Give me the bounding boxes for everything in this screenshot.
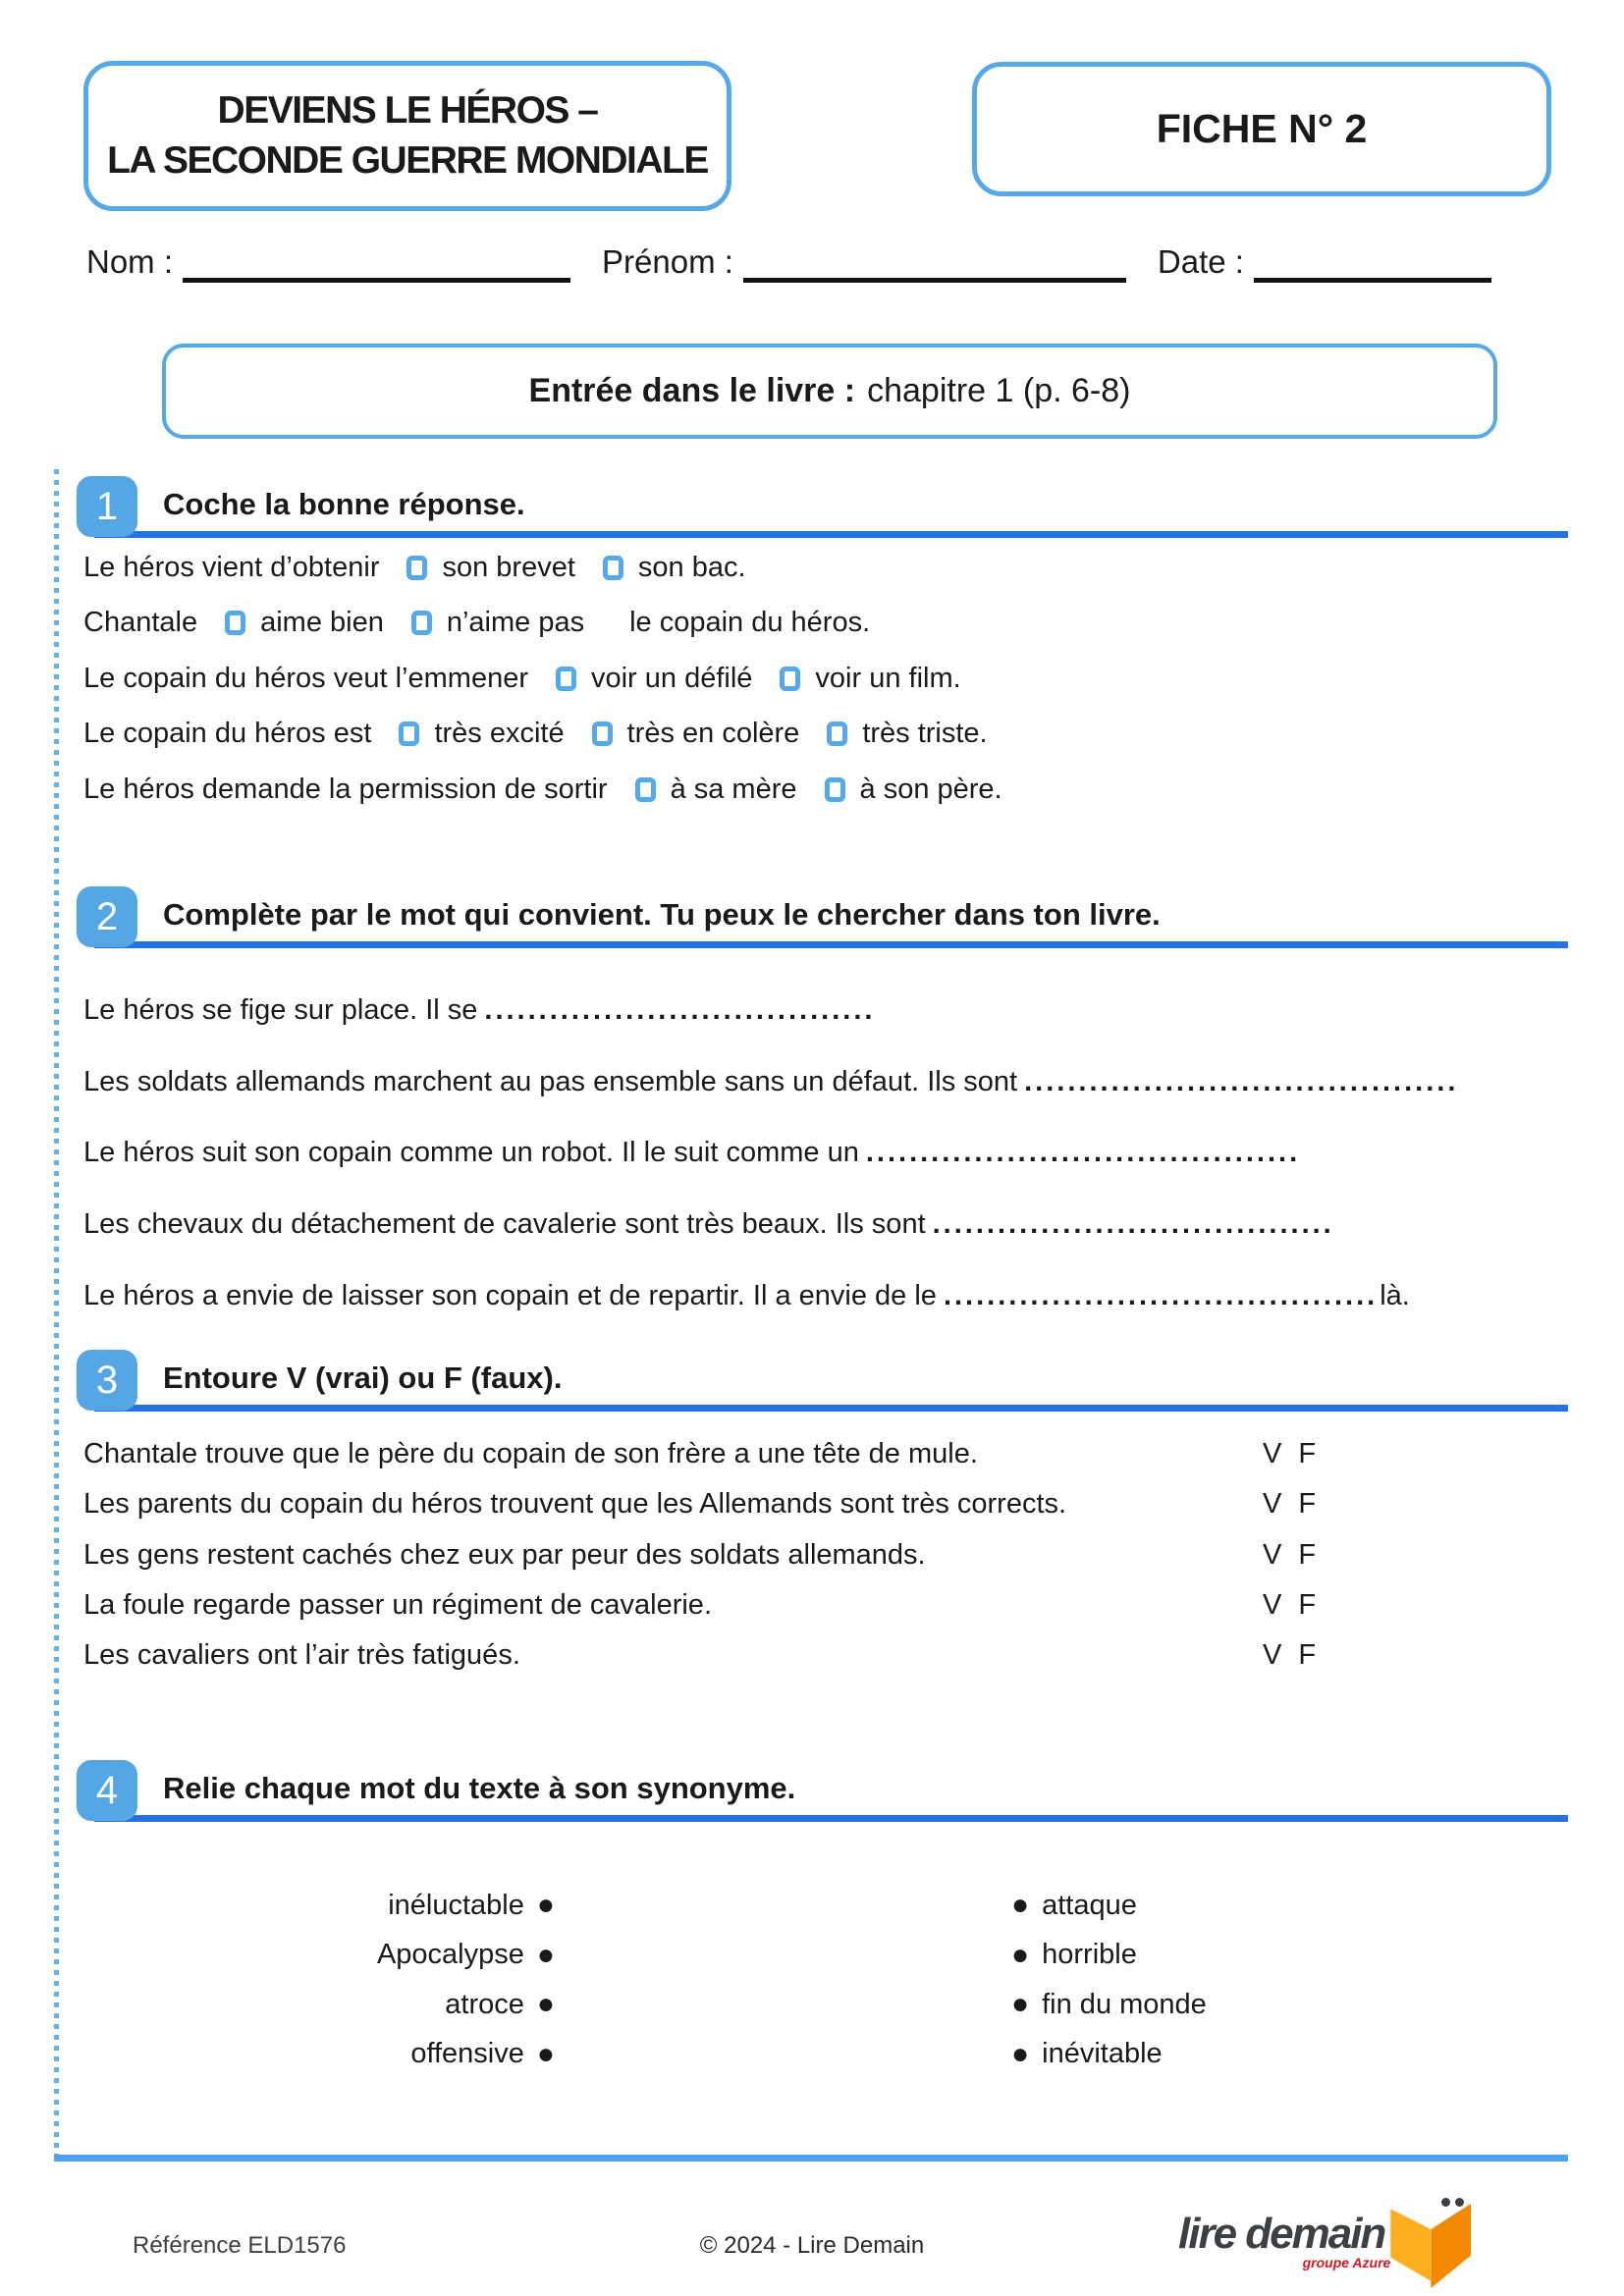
checkbox[interactable] [556, 667, 576, 691]
logo-text-wrap [1178, 2202, 1391, 2270]
option-label: son brevet [442, 551, 575, 583]
option-label: très en colère [626, 718, 800, 750]
option-label: n’aime pas [446, 607, 585, 639]
item-text: Les chevaux du détachement de cavalerie sont très beaux. Ils sont [83, 1208, 926, 1241]
section-3-rule [94, 1405, 1568, 1412]
item-text: Le héros se fige sur place. Il se [83, 993, 478, 1026]
connector-dot[interactable]: ● [1011, 1938, 1030, 1971]
vrai-option[interactable]: V [1263, 1538, 1282, 1571]
answer-dotted-line[interactable]: .................................... [484, 993, 876, 1026]
faux-option[interactable]: F [1298, 1589, 1317, 1622]
checkbox[interactable] [603, 556, 623, 580]
match-synonym [1011, 1980, 1443, 2030]
connector-dot[interactable]: ● [536, 1988, 555, 2021]
item-text: Le copain du héros veut l’emmener [83, 662, 528, 694]
section-2-title: Complète par le mot qui convient. Tu peux le chercher dans ton livre. [163, 897, 1161, 932]
checkbox[interactable] [827, 721, 847, 746]
exercise2-item-5 [83, 1260, 1588, 1332]
option-label: aime bien [260, 607, 384, 639]
answer-dotted-line[interactable]: ........................................ [943, 1280, 1379, 1312]
checkbox[interactable] [825, 777, 845, 802]
vrai-option[interactable]: V [1263, 1438, 1282, 1470]
section-4-title: Relie chaque mot du texte à son synonyme. [163, 1771, 796, 1805]
connector-dot[interactable]: ● [536, 1889, 555, 1922]
match-synonym [1011, 1881, 1443, 1931]
statement-text: Les parents du copain du héros trouvent que les Allemands sont très corrects. [83, 1488, 1067, 1521]
date-label: Date : [1157, 243, 1244, 280]
vrai-option[interactable]: V [1263, 1639, 1282, 1672]
identity-row [86, 243, 1571, 283]
section-3-badge: 3 [77, 1350, 137, 1411]
section-1-header [77, 476, 1568, 537]
statement-text: Les gens restent cachés chez eux par peur des soldats allemands. [83, 1538, 926, 1571]
item-text: Le héros a envie de laisser son copain et de repartir. Il a envie de le [83, 1280, 937, 1312]
exercise3-item-5 [83, 1630, 1568, 1681]
item-text: Le héros vient d’obtenir [83, 551, 380, 583]
faux-option[interactable]: F [1298, 1538, 1317, 1571]
date-write-line[interactable] [1254, 249, 1491, 283]
connector-dot[interactable]: ● [536, 1938, 555, 1971]
nom-label: Nom : [86, 243, 174, 280]
statement-text: Les cavaliers ont l’air très fatigués. [83, 1639, 520, 1672]
book-left-page [1390, 2206, 1431, 2284]
vrai-option[interactable]: V [1263, 1589, 1282, 1622]
checkbox[interactable] [635, 777, 656, 802]
item-text: Les soldats allemands marchent au pas ensemble sans un défaut. Ils sont [83, 1065, 1018, 1097]
faux-option[interactable]: F [1298, 1639, 1317, 1672]
statement-text: Chantale trouve que le père du copain de son frère a une tête de mule. [83, 1438, 978, 1470]
exercise-4-right-column [1011, 1881, 1443, 2079]
checkbox[interactable] [225, 611, 245, 635]
synonym-label: attaque [1042, 1889, 1137, 1921]
connector-dot[interactable]: ● [1011, 1988, 1030, 2021]
worksheet-title-line1: DEVIENS LE HÉROS – [217, 88, 598, 132]
synonym-label: horrible [1042, 1939, 1137, 1971]
exercise1-item-1 [83, 540, 1568, 596]
open-book-icon [1390, 2202, 1471, 2288]
exercise3-item-3 [83, 1530, 1568, 1580]
exercise-1 [83, 540, 1568, 818]
item-text: Le copain du héros est [83, 718, 372, 750]
section-4-header [77, 1760, 1568, 1821]
exercise2-item-3 [83, 1118, 1588, 1190]
exercise-3 [83, 1429, 1568, 1681]
logo-group-label: groupe Azure [1302, 2255, 1391, 2270]
option-label: son bac. [637, 551, 746, 583]
section-4-rule [94, 1815, 1568, 1822]
checkbox[interactable] [406, 556, 427, 580]
faux-option[interactable]: F [1298, 1488, 1317, 1521]
exercise-4-left-column [196, 1881, 555, 2079]
connector-dot[interactable]: ● [1011, 2037, 1030, 2070]
exercise2-item-2 [83, 1046, 1588, 1118]
section-2-badge: 2 [77, 886, 137, 947]
option-label: à son père. [859, 773, 1002, 805]
book-right-page [1431, 2202, 1471, 2288]
option-label: très triste. [862, 718, 988, 750]
word-label: atroce [445, 1988, 524, 2020]
connector-dot[interactable]: ● [1011, 1889, 1030, 1922]
checkbox[interactable] [592, 721, 613, 746]
answer-dotted-line[interactable]: ..................................... [932, 1208, 1334, 1241]
vrai-option[interactable]: V [1263, 1488, 1282, 1521]
chapter-banner-title: Entrée dans le livre : [528, 372, 856, 409]
fiche-number-box [972, 62, 1551, 196]
worksheet-title-box [83, 61, 731, 211]
checkbox[interactable] [399, 721, 419, 746]
match-synonym [1011, 2030, 1443, 2080]
section-2-header [77, 886, 1568, 947]
option-label: voir un défilé [590, 662, 753, 694]
section-3-title: Entoure V (vrai) ou F (faux). [163, 1361, 563, 1395]
option-label: à sa mère [670, 773, 797, 805]
nom-write-line[interactable] [183, 249, 570, 283]
faux-option[interactable]: F [1298, 1438, 1317, 1470]
copyright-text: © 2024 - Lire Demain [699, 2232, 925, 2259]
exercise1-item-3 [83, 651, 1568, 707]
book-dot [1455, 2198, 1464, 2207]
exercise3-item-2 [83, 1479, 1568, 1529]
section-4-badge: 4 [77, 1760, 137, 1821]
match-word [196, 1980, 555, 2030]
exercise-2 [83, 975, 1588, 1332]
exercise1-item-5 [83, 762, 1568, 818]
exercise3-item-1 [83, 1429, 1568, 1479]
word-label: Apocalypse [376, 1939, 524, 1971]
worksheet-title-line2: LA SECONDE GUERRE MONDIALE [107, 138, 708, 182]
footer-divider-line [54, 2155, 1568, 2162]
left-dotted-border [54, 469, 59, 2158]
option-label: très excité [434, 718, 565, 750]
match-word [196, 2030, 555, 2080]
word-label: offensive [410, 2038, 524, 2070]
fiche-number-label: FICHE N° 2 [1156, 106, 1368, 151]
chapter-banner [162, 344, 1497, 439]
item-text: Le héros suit son copain comme un robot. Il le suit comme un [83, 1137, 859, 1169]
section-1-title: Coche la bonne réponse. [163, 487, 525, 521]
section-1-rule [94, 531, 1568, 538]
answer-dotted-line[interactable]: ........................................ [1024, 1065, 1459, 1097]
item-text-end: là. [1380, 1280, 1410, 1312]
answer-dotted-line[interactable]: ........................................ [865, 1137, 1301, 1169]
prenom-label: Prénom : [602, 243, 733, 280]
word-label: inéluctable [388, 1889, 524, 1921]
prenom-write-line[interactable] [743, 249, 1126, 283]
lire-demain-logo [1178, 2202, 1471, 2288]
exercise1-item-2 [83, 596, 1568, 652]
section-1-badge: 1 [77, 476, 137, 537]
statement-text: La foule regarde passer un régiment de cavalerie. [83, 1589, 712, 1622]
logo-wordmark: lire demain [1178, 2210, 1385, 2258]
exercise2-item-1 [83, 975, 1588, 1046]
exercise1-item-4 [83, 707, 1568, 763]
section-3-header [77, 1350, 1568, 1411]
item-text: Le héros demande la permission de sortir [83, 773, 608, 805]
checkbox[interactable] [780, 667, 800, 691]
match-synonym [1011, 1931, 1443, 1981]
match-word [196, 1881, 555, 1931]
checkbox[interactable] [411, 611, 432, 635]
match-word [196, 1931, 555, 1981]
reference-code: Référence ELD1576 [133, 2232, 347, 2259]
exercise2-item-4 [83, 1189, 1588, 1260]
synonym-label: inévitable [1042, 2038, 1163, 2070]
connector-dot[interactable]: ● [536, 2037, 555, 2070]
option-label: voir un film. [815, 662, 961, 694]
item-text: Chantale [83, 607, 198, 639]
section-2-rule [94, 941, 1568, 948]
synonym-label: fin du monde [1042, 1988, 1207, 2020]
item-text-end: le copain du héros. [629, 607, 871, 639]
book-dot [1441, 2198, 1450, 2207]
chapter-banner-detail: chapitre 1 (p. 6-8) [867, 372, 1131, 409]
exercise3-item-4 [83, 1580, 1568, 1630]
